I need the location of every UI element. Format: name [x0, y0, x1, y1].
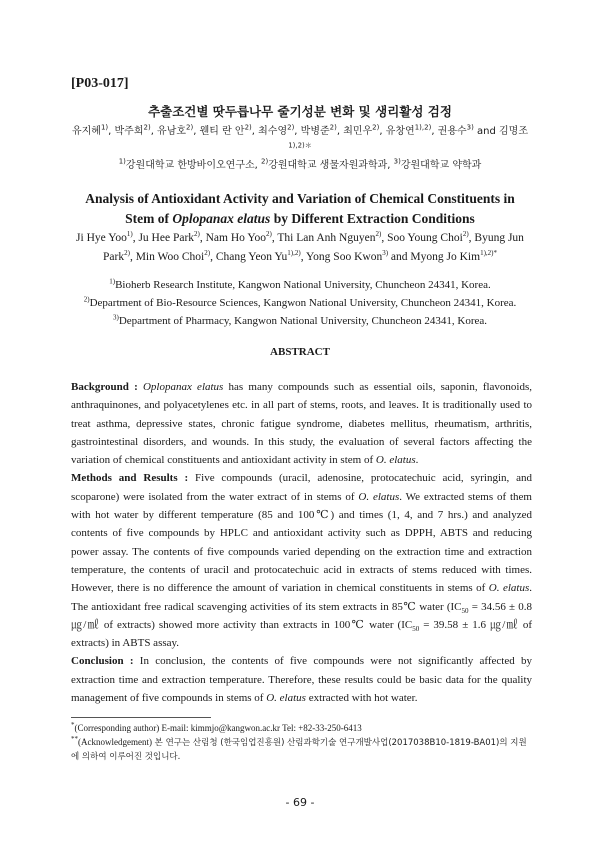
methods-label: Methods and Results :: [71, 472, 189, 485]
korean-title: 추출조건별 땃두릅나무 줄기성분 변화 및 생리활성 검정: [148, 104, 452, 119]
paper-code: [P03-017]: [71, 76, 129, 91]
korean-affiliation-name: 강원대학교 생물자원과학과: [268, 160, 388, 171]
footnote-corresponding: *(Corresponding author) E-mail: kimmjo@kangwon.ac.kr Tel: +82-33-250-6413: [71, 721, 362, 733]
english-affiliation-1: $^{1)}$Bioherb Research Institute, Kangwon National University, Chuncheon 24341, Korea.: [109, 277, 491, 291]
author-name: 유창연: [385, 126, 415, 137]
footnote-acknowledgement: **(Acknowledgement) 본 연구는 산림청 (한국임업진흥원) 산림과학기술 연구개발사업(2017038B10-1819-BA01)의 지원에 의하여 이루어진 것입니다.: [71, 735, 527, 762]
korean-affiliation-mark: 3): [393, 157, 401, 166]
abstract-body: [71, 378, 532, 707]
footnote-divider: [71, 717, 211, 718]
korean-affiliation-mark: 2): [261, 157, 269, 166]
korean-affiliation-name: 강원대학교 약학과: [400, 160, 482, 171]
methods-paragraph: Methods and Results : Five compounds (uracil, adenosine, protocatechuic acid, syringin, and scoparone) were isolated from the water extract of in stems of O. elatus. We extracted stems of them with hot water by different temperature (85 and 100℃) and times (1, 4, and 7 hrs.) and analyzed contents of five compounds by HPLC and antioxidant activity such as DPPH, ABTS and reducing power assay. The contents of five compounds varied depending on the extraction time and extraction temperature, the contents of uracil and protocatechuic acid in extracts of stems reduced with times. However, there is no difference the amount of variation in chemical constituents in stems of O. elatus. The antioxidant free radical scavenging activities of its stem extracts in 85℃ water ($IC_{50} = 34.56 \pm 0.8$ ㎍/㎖ of extracts) showed more activity than extracts in 100℃ water ($IC_{50} = 39.58 \pm 1.6$ ㎍/㎖ of extracts) in ABTS assay.: [71, 472, 532, 650]
page-number: - 69 -: [285, 796, 315, 809]
english-affiliation-3: $^{3)}$Department of Pharmacy, Kangwon National University, Chuncheon 24341, Korea.: [112, 313, 488, 327]
abstract-heading: ABSTRACT: [270, 346, 330, 358]
author-name: Soo Young Choi: [387, 232, 463, 244]
author-affiliation-mark: 1),2)＊: [288, 141, 312, 150]
author-affiliation-mark: 1): [100, 123, 109, 132]
korean-affiliation-name: 강원대학교 한방바이오연구소: [125, 160, 255, 171]
korean-affiliations: $^{1)}$강원대학교 한방바이오연구소, $^{2)}$강원대학교 생물자원과학과, $^{3)}$강원대학교 약학과: [118, 157, 482, 171]
author-affiliation-mark: 3): [382, 249, 389, 258]
author-affiliation-mark: 2): [266, 230, 272, 239]
author-affiliation-mark: 2): [287, 123, 295, 132]
author-affiliation-mark: 1),2): [287, 249, 301, 258]
author-affiliation-mark: 2): [124, 249, 130, 258]
author-name: Yong Soo Kwon: [306, 251, 383, 263]
korean-affiliation-mark: 1): [118, 157, 126, 166]
author-affiliation-mark: 2): [194, 230, 200, 239]
conclusion-label: Conclusion :: [71, 655, 134, 668]
korean-author-list: 유지혜$^{1)}$, 박주희$^{2)}$, 유남호$^{2)}$, 웬티 란 안$^{2)}$, 최수영$^{2)}$, 박병준$^{2)}$, 최민우$^{2)}$, 유창연$^{1),2)}$, 권용수$^{3)}$ and 김명조$^{1),2)*}$: [71, 123, 528, 150]
author-affiliation-mark: 1),2)*: [480, 249, 497, 258]
author-name: 유지혜: [71, 126, 101, 137]
author-affiliation-mark: 2): [372, 123, 380, 132]
conclusion-paragraph: Conclusion : In conclusion, the contents of five compounds were not significantly affected by extraction time and extraction temperature. Therefore, these results could be basic data for the quality management of five compounds in stems of O. elatus extracted with hot water.: [71, 655, 532, 705]
author-name: Nam Ho Yoo: [205, 232, 267, 244]
english-title-species: Oplopanax elatus: [172, 211, 271, 226]
author-affiliation-mark: 2): [143, 123, 151, 132]
background-paragraph: Background : Oplopanax elatus has many compounds such as essential oils, saponin, flavonoids, anthraquinones, and polyacetylenes etc. in all part of stems, roots, and leaves. It is traditionally used to treat asthma, depressive states, chronic fatigue syndrome, diabetes mellitus, rheumatism, arthritis, gastrointestinal disorders, and wounds. In this study, the evaluation of several factors affecting the variation of chemical constituents and antioxidant activity in stem of O. elatus.: [71, 381, 533, 467]
background-label: Background :: [71, 381, 138, 393]
author-affiliation-mark: 2): [329, 123, 337, 132]
author-affiliation-mark: 2): [186, 123, 194, 132]
author-name: Min Woo Choi: [135, 251, 205, 263]
author-affiliation-mark: 3): [466, 123, 474, 132]
english-title-line1: Analysis of Antioxidant Activity and Variation of Chemical Constituents in: [85, 191, 515, 206]
author-name: 웬티 란 안: [199, 126, 245, 137]
author-name: 최수영: [258, 126, 288, 137]
author-name: 권용수: [437, 126, 467, 137]
author-name: Thi Lan Anh Nguyen: [277, 232, 376, 244]
author-name: Ju Hee Park: [138, 232, 195, 244]
english-title-line2-pre: Stem of: [125, 211, 173, 226]
author-name: 박주희: [114, 126, 144, 137]
author-affiliation-mark: 1),2): [414, 123, 432, 132]
author-affiliation-mark: 1): [126, 230, 133, 239]
author-name: 김명조: [499, 126, 528, 137]
author-affiliation-mark: 2): [244, 123, 252, 132]
english-affiliation-2: $^{2)}$Department of Bio-Resource Sciences, Kangwon National University, Chuncheon 24341, Korea.: [83, 295, 517, 309]
english-title-line2-post: by Different Extraction Conditions: [270, 211, 475, 226]
author-name: Myong Jo Kim: [410, 251, 481, 263]
author-affiliation-mark: 2): [462, 230, 469, 239]
english-title: [71, 189, 529, 229]
author-name: 유남호: [157, 126, 187, 137]
author-name: 최민우: [343, 126, 373, 137]
author-name: Chang Yeon Yu: [215, 251, 288, 263]
author-name: 박병준: [300, 126, 330, 137]
author-affiliation-mark: 2): [375, 230, 382, 239]
author-affiliation-mark: 2): [204, 249, 211, 258]
author-name: Byung Jun Park: [103, 232, 524, 263]
author-name: Ji Hye Yoo: [76, 232, 127, 244]
english-author-list: Ji Hye Yoo$^{1)}$, Ju Hee Park$^{2)}$, Nam Ho Yoo$^{2)}$, Thi Lan Anh Nguyen$^{2)}$, Soo Young Choi$^{2)}$, Byung Jun Park$^{2)}$, Min Woo Choi$^{2)}$, Chang Yeon $Yu^{1),2)}$, Yong Soo Kwon$^{3)}$ and Myong Jo Kim$^{1),2)*}$: [76, 230, 524, 263]
